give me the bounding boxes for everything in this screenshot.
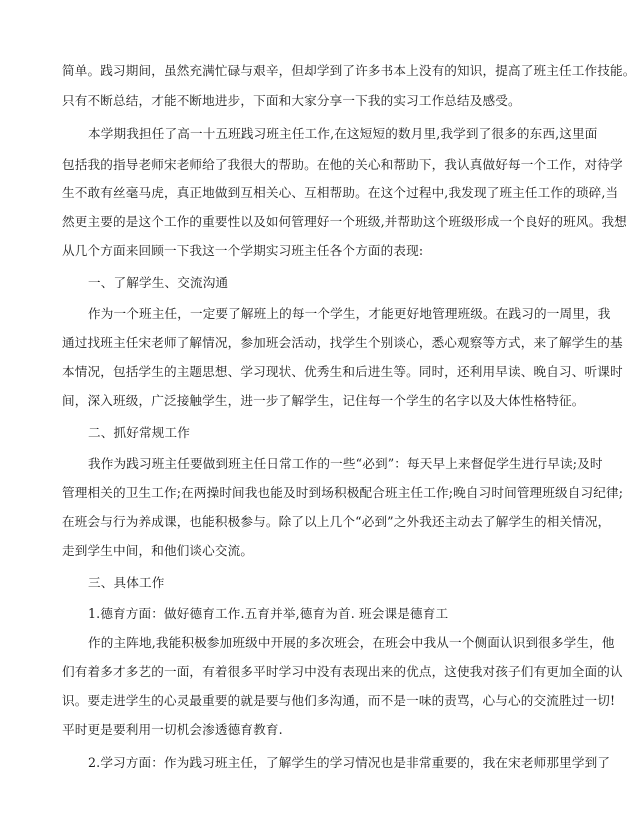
paragraph-line: 平时更是要利用一切机会渗透德育教育. — [62, 722, 283, 737]
section-heading: 一、了解学生、交流沟通 — [88, 275, 229, 290]
section-heading: 二、抓好常规工作 — [88, 425, 190, 440]
paragraph-line: 我作为践习班主任要做到班主任日常工作的一些“必到”：每天早上来督促学生进行早读;及时 — [88, 456, 603, 471]
paragraph-line: 间，深入班级，广泛接触学生，进一步了解学生，记住每一个学生的名字以及大体性格特征。 — [62, 393, 585, 408]
section-heading: 三、具体工作 — [88, 575, 165, 590]
paragraph-line: 本学期我担任了高一十五班践习班主任工作,在这短短的数月里,我学到了很多的东西,这里面 — [88, 126, 598, 141]
paragraph-line: 通过找班主任宋老师了解情况，参加班会活动，找学生个别谈心，悉心观察等方式，来了解学生的基 — [62, 335, 623, 350]
paragraph-line: 从几个方面来回顾一下我这一个学期实习班主任各个方面的表现: — [62, 243, 424, 258]
paragraph-line: 作的主阵地,我能积极参加班级中开展的多次班会，在班会中我从一个侧面认识到很多学生，他 — [88, 635, 615, 650]
paragraph-line: 识。要走进学生的心灵最重要的就是要与他们多沟通，而不是一味的责骂，心与心的交流胜过一切! — [62, 693, 616, 708]
paragraph-line: 本情况，包括学生的主题思想、学习现状、优秀生和后进生等。同时，还利用早读、晚自习、听课时 — [62, 364, 623, 379]
paragraph-line: 作为一个班主任，一定要了解班上的每一个学生，才能更好地管理班级。在践习的一周里，我 — [88, 306, 611, 321]
subsection-line: 1.德育方面：做好德育工作.五育并举,德育为首. 班会课是德育工 — [88, 606, 449, 621]
paragraph-line: 们有着多才多艺的一面，有着很多平时学习中没有表现出来的优点，这使我对孩子们有更加全面的认 — [62, 664, 623, 679]
paragraph-line: 管理相关的卫生工作;在两操时间我也能及时到场积极配合班主任工作;晚自习时间管理班级自习纪律; — [62, 485, 624, 500]
subsection-line: 2.学习方面：作为践习班主任，了解学生的学习情况也是非常重要的，我在宋老师那里学到了 — [88, 755, 611, 770]
paragraph-line: 包括我的指导老师宋老师给了我很大的帮助。在他的关心和帮助下，我认真做好每一个工作，对待学 — [62, 157, 623, 172]
paragraph-line: 走到学生中间，和他们谈心交流。 — [62, 543, 254, 558]
paragraph-line: 生不敢有丝毫马虎，真正地做到互相关心、互相帮助。在这个过程中,我发现了班主任工作的琐碎,当 — [62, 185, 619, 200]
paragraph-line: 在班会与行为养成课，也能积极参与。除了以上几个“必到”之外我还主动去了解学生的相关情况， — [62, 514, 611, 529]
paragraph-line: 然更主要的是这个工作的重要性以及如何管理好一个班级,并帮助这个班级形成一个良好的班风。我想 — [62, 214, 627, 229]
paragraph-line: 只有不断总结，才能不断地进步，下面和大家分享一下我的实习工作总结及感受。 — [62, 93, 521, 108]
paragraph-line: 简单。践习期间，虽然充满忙碌与艰辛，但却学到了许多书本上没有的知识，提高了班主任工作技能。 — [62, 63, 635, 78]
